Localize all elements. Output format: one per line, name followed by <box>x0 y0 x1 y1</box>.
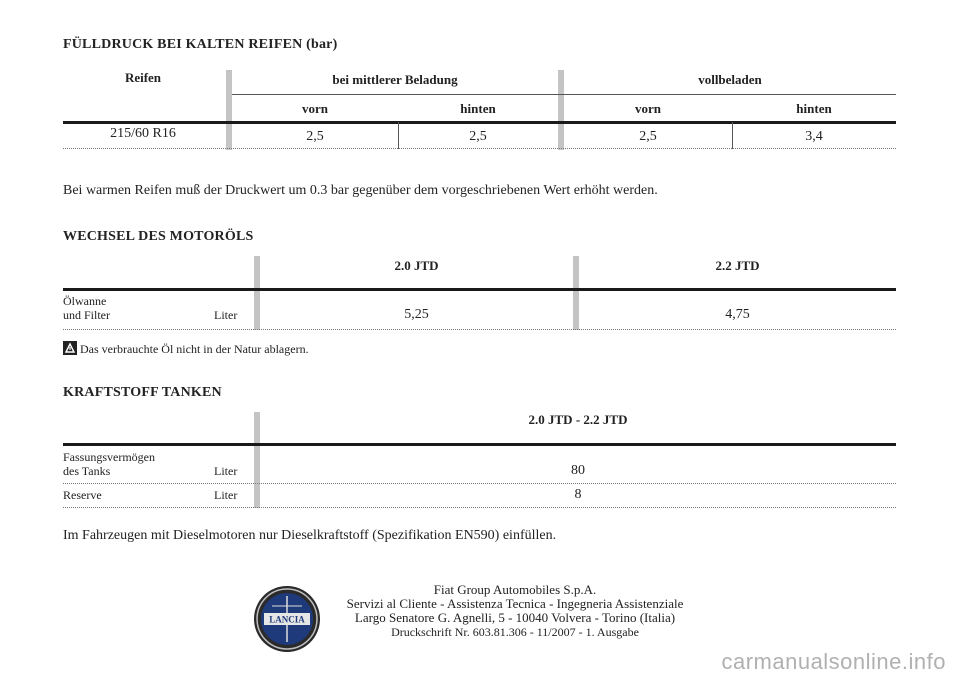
footer-company: Fiat Group Automobiles S.p.A. <box>433 582 597 597</box>
full-rear-value: 3,4 <box>805 129 823 144</box>
tank-unit: Liter <box>214 464 238 478</box>
full-front-value: 2,5 <box>639 129 657 144</box>
row-rule <box>63 507 896 508</box>
header-tyres: Reifen <box>124 70 162 85</box>
watermark[interactable]: carmanualsonline.info <box>721 649 946 674</box>
fuel-col: 2.0 JTD - 2.2 JTD <box>528 412 628 427</box>
sub-front: vorn <box>302 101 328 116</box>
oil-thick-rule <box>63 288 896 291</box>
row-rule <box>63 329 896 330</box>
tank-value: 80 <box>571 463 585 478</box>
oil-row-label: Ölwanne und Filter <box>63 294 110 322</box>
tyre-size: 215/60 R16 <box>110 126 176 141</box>
row-rule <box>63 483 896 484</box>
fuel-thick-rule <box>63 443 896 446</box>
header-medium-load: bei mittlerer Beladung <box>332 72 458 87</box>
sub-front: vorn <box>635 101 661 116</box>
eco-note: Das verbrauchte Öl nicht in der Natur ablagern. <box>80 342 309 356</box>
fuel-title: KRAFTSTOFF TANKEN <box>63 385 222 400</box>
engine-oil-title: WECHSEL DES MOTORÖLS <box>63 229 254 244</box>
header-rule <box>232 94 896 95</box>
tank-capacity-label: Fassungsvermögen des Tanks <box>63 450 155 478</box>
oil-value-2-0: 5,25 <box>404 307 429 322</box>
header-thick-rule <box>63 121 896 124</box>
logo-text: LANCIA <box>269 614 305 625</box>
footer-address: Largo Senatore G. Agnelli, 5 - 10040 Volvera - Torino (Italia) <box>354 610 676 625</box>
recycle-icon <box>63 341 77 355</box>
oil-col-2-0-jtd: 2.0 JTD <box>394 258 439 273</box>
footer-publication: Druckschrift Nr. 603.81.306 - 11/2007 - 1. Ausgabe <box>391 625 639 639</box>
sub-rear: hinten <box>460 101 496 116</box>
reserve-label: Reserve <box>63 488 102 502</box>
oil-col-2-2-jtd: 2.2 JTD <box>715 258 760 273</box>
medium-front-value: 2,5 <box>306 129 324 144</box>
sub-rear: hinten <box>796 101 832 116</box>
footer-department: Servizi al Cliente - Assistenza Tecnica - Ingegneria Assistenziale <box>346 596 684 611</box>
tyre-pressure-note: Bei warmen Reifen muß der Druckwert um 0.3 bar gegenüber dem vorgeschriebenen Wert erhöht werden. <box>63 183 658 198</box>
medium-rear-value: 2,5 <box>469 129 487 144</box>
fuel-note: Im Fahrzeugen mit Dieselmotoren nur Dieselkraftstoff (Spezifikation EN590) einfüllen. <box>63 528 557 543</box>
tyre-pressure-title: FÜLLDRUCK BEI KALTEN REIFEN (bar) <box>63 37 338 52</box>
reserve-unit: Liter <box>214 488 238 502</box>
oil-unit: Liter <box>214 308 238 322</box>
oil-value-2-2: 4,75 <box>725 307 750 322</box>
row-rule <box>63 148 896 149</box>
reserve-value: 8 <box>574 487 582 502</box>
header-full-load: vollbeladen <box>698 72 762 87</box>
